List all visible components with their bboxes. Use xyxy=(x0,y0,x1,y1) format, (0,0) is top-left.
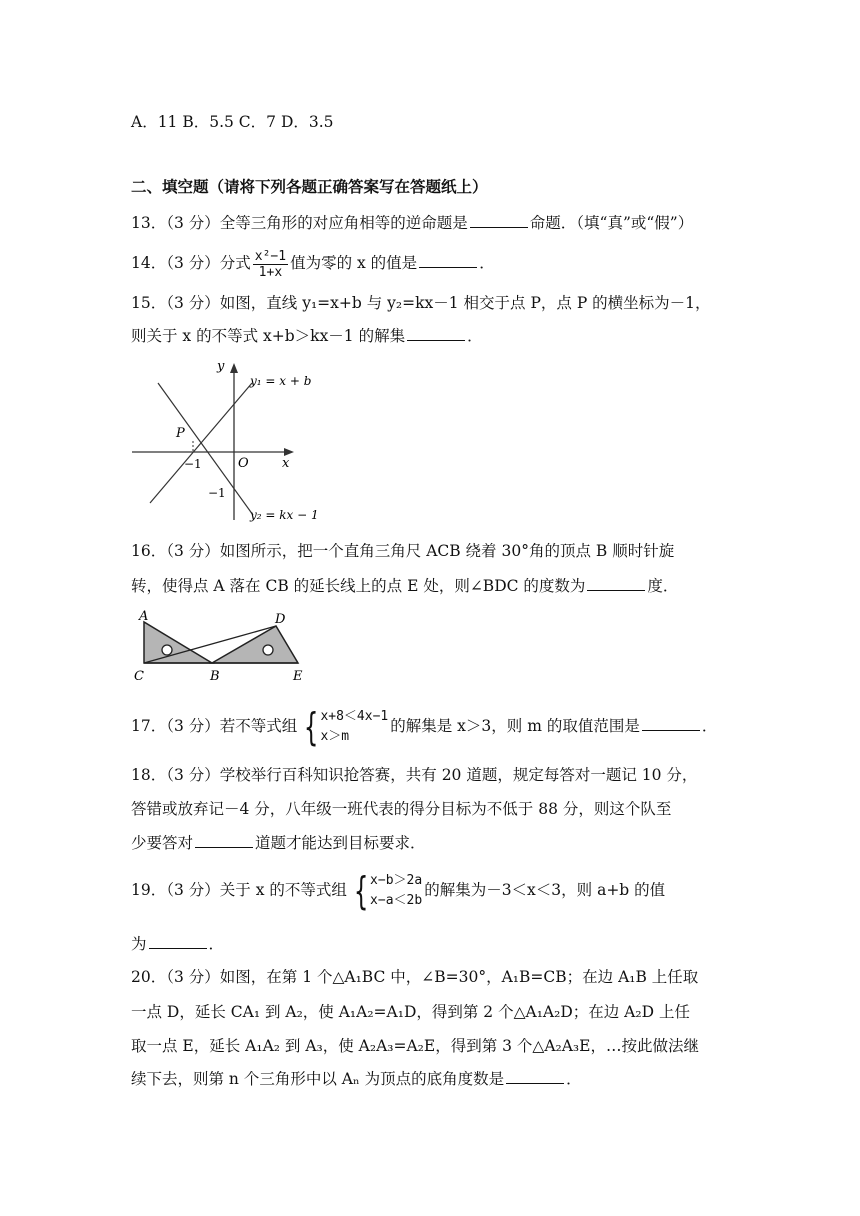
y-axis-arrow xyxy=(230,363,238,373)
question-20-line3: 取一点 E，延长 A₁A₂ 到 A₃，使 A₂A₃=A₂E，得到第 3 个△A₂A₃E，…按此做法继 xyxy=(131,1037,699,1055)
question-19-line2 xyxy=(131,933,224,955)
question-14 xyxy=(131,246,495,280)
answer-blank[interactable] xyxy=(149,934,207,949)
question-20-line2: 一点 D，延长 CA₁ 到 A₂，使 A₁A₂=A₁D，得到第 2 个△A₁A₂D；在边 A₂D 上任 xyxy=(131,1003,690,1021)
question-18-line1: 18．（3 分）学校举行百科知识抢答赛，共有 20 道题，规定每答对一题记 10 分， xyxy=(131,766,698,784)
q13-text: 13．（3 分）全等三角形的对应角相等的逆命题是 xyxy=(131,214,468,232)
label-p: P xyxy=(176,426,185,441)
inequality-system xyxy=(349,871,422,911)
question-17 xyxy=(131,704,717,748)
q20-text: 续下去，则第 n 个三角形中以 Aₙ 为顶点的底角度数是 xyxy=(131,1070,505,1088)
question-15-line1: 15．（3 分）如图，直线 y₁=x+b 与 y₂=kx－1 相交于点 P，点 P 的横坐标为－1， xyxy=(131,294,711,312)
hole-left xyxy=(162,645,172,655)
q19-text-2: 为 xyxy=(131,935,147,953)
q19-text: 19．（3 分）关于 x 的不等式组 xyxy=(131,881,347,899)
fraction-numerator: x²−1 xyxy=(254,248,287,264)
label-o: O xyxy=(238,456,249,471)
answer-blank[interactable] xyxy=(407,326,465,341)
x-axis-arrow xyxy=(284,448,294,456)
label-neg1-y: −1 xyxy=(208,486,226,500)
answer-blank[interactable] xyxy=(470,213,528,228)
line-y2 xyxy=(158,383,253,515)
label-y: y xyxy=(217,359,225,374)
q16-text: 转，使得点 A 落在 CB 的延长线上的点 E 处，则∠BDC 的度数为 xyxy=(131,577,586,595)
question-20-line1: 20．（3 分）如图，在第 1 个△A₁BC 中，∠B=30°，A₁B=CB；在边 A₁B 上任取 xyxy=(131,968,699,986)
q13-text-end: 命题．（填“真”或“假”） xyxy=(529,214,694,232)
label-a: A xyxy=(139,609,149,624)
q18-text-end: 道题才能达到目标要求． xyxy=(255,834,426,852)
q19-text-mid: 的解集为－3＜x＜3，则 a+b 的值 xyxy=(424,881,666,899)
q17-text-mid: 的解集是 x＞3，则 m 的取值范围是 xyxy=(390,717,640,735)
brace-icon: { xyxy=(353,869,369,913)
system-row-2: x−a＜2b xyxy=(370,893,423,908)
label-d: D xyxy=(275,612,286,627)
question-13 xyxy=(131,212,693,234)
q19-text-end: ． xyxy=(208,935,225,953)
hole-right xyxy=(263,645,273,655)
system-row-2: x＞m xyxy=(320,729,350,744)
q17-text: 17．（3 分）若不等式组 xyxy=(131,717,298,735)
q15-figure xyxy=(128,355,338,525)
q16-text-end: 度． xyxy=(647,577,679,595)
question-16-line2 xyxy=(131,575,678,597)
label-b: B xyxy=(210,669,220,684)
section-title: 二、填空题（请将下列各题正确答案写在答题纸上） xyxy=(131,177,488,196)
question-15-line2 xyxy=(131,325,483,347)
label-e: E xyxy=(293,669,303,684)
q14-text: 14．（3 分）分式 xyxy=(131,254,251,272)
q14-text-mid: 值为零的 x 的值是 xyxy=(290,254,418,272)
fraction-denominator: 1+x xyxy=(258,264,283,280)
answer-blank[interactable] xyxy=(419,253,477,268)
answer-blank[interactable] xyxy=(195,833,253,848)
label-neg1-x: −1 xyxy=(184,457,202,471)
q16-figure xyxy=(130,608,340,688)
question-16-line1: 16．（3 分）如图所示，把一个直角三角尺 ACB 绕着 30°角的顶点 B 顺时针旋 xyxy=(131,542,675,560)
q17-text-end: ． xyxy=(701,717,718,735)
q14-text-end: ． xyxy=(479,254,495,272)
system-row-1: x−b＞2a xyxy=(370,873,423,888)
label-y1: y₁ = x + b xyxy=(250,374,312,388)
question-20-line4 xyxy=(131,1068,582,1090)
q18-text: 少要答对 xyxy=(131,834,194,852)
question-18-line3 xyxy=(131,832,426,854)
q12-options: A．11 B．5.5 C．7 D．3.5 xyxy=(131,113,334,131)
q15-text-end: ． xyxy=(467,327,483,345)
system-row-1: x+8＜4x−1 xyxy=(320,709,389,724)
question-18-line2: 答错或放弃记－4 分，八年级一班代表的得分目标为不低于 88 分，则这个队至 xyxy=(131,800,672,818)
inequality-system xyxy=(299,707,388,747)
answer-blank[interactable] xyxy=(642,716,700,731)
answer-blank[interactable] xyxy=(506,1069,564,1084)
fraction xyxy=(253,249,288,280)
triangle-acb xyxy=(144,622,212,663)
question-19 xyxy=(131,868,665,912)
label-x: x xyxy=(282,456,290,471)
brace-icon: { xyxy=(304,705,319,749)
q20-text-end: ． xyxy=(566,1070,582,1088)
answer-blank[interactable] xyxy=(587,576,645,591)
q15-text: 则关于 x 的不等式 x+b＞kx－1 的解集 xyxy=(131,327,406,345)
label-y2: y₂ = kx − 1 xyxy=(250,508,319,522)
label-c: C xyxy=(134,669,144,684)
